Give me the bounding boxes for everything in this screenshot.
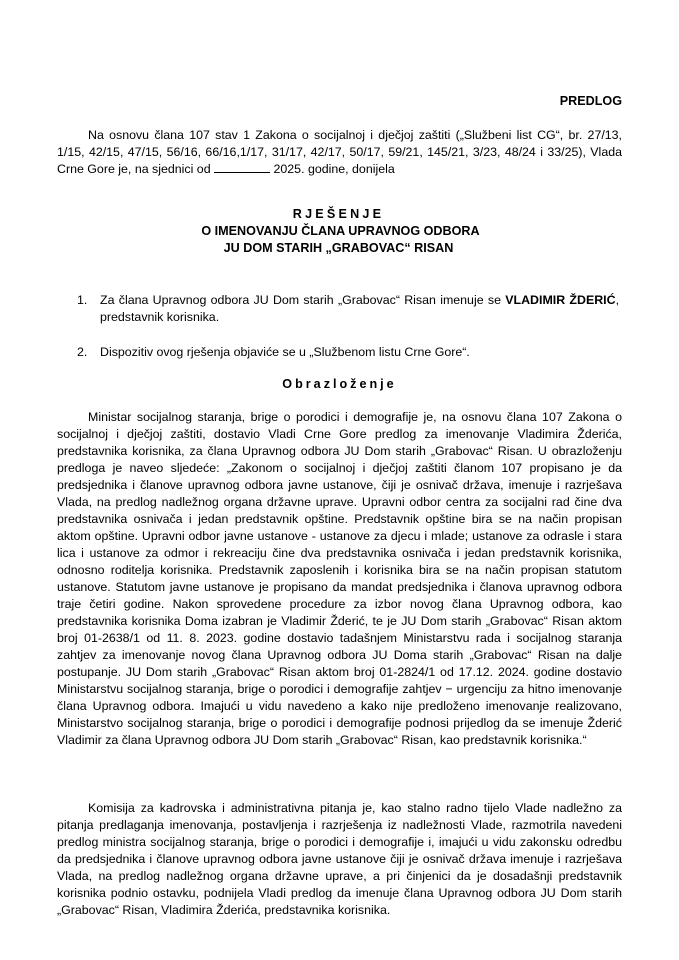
decision-title-line-3: JU DOM STARIH „GRABOVAC“ RISAN (223, 241, 454, 255)
preamble-text-end: 2025. godine, donijela (273, 162, 395, 176)
decision-title (0, 206, 679, 257)
proposal-label: PREDLOG (559, 94, 622, 108)
reasoning-heading: Obrazloženje (282, 377, 397, 391)
preamble-paragraph (57, 127, 622, 178)
preamble-text: Na osnovu člana 107 stav 1 Zakona o socijalnoj i dječjoj zaštiti („Službeni list CG“, br. 27/13, 1/15, 42/15, 47/15, 56/16, 66/16,1/17, 31/17, 42/17, 50/17, 59/21, 145/21, 3/23, 48/24 i 33/25), Vlada Crne Gore je, na sjednici od (57, 128, 622, 176)
item-text: Za člana Upravnog odbora JU Dom starih „Grabovac“ Risan imenuje se (100, 293, 501, 307)
date-blank-line (214, 162, 270, 173)
decision-title-line-2: O IMENOVANJU ČLANA UPRAVNOG ODBORA (201, 224, 480, 238)
item-body (100, 292, 619, 326)
item-number: 1. (77, 293, 88, 307)
reasoning-paragraph-1: Ministar socijalnog staranja, brige o porodici i demografije je, na osnovu člana 107 Zakona o socijalnoj i dječjoj zaštiti, dostavio Vladi Crne Gore predlog za imenovanje Vladimira Žderića, predstavnika korisnika, za člana Upravnog odbora JU Dom starih „Grabovac“ Risan. U obrazloženju predloga je naveo sljedeće: „Zakonom o socijalnoj i dječjoj zaštiti članom 107 propisano je da predsjednika i članove upravnog odbora javne ustanove, čiji je osnivač država, imenuje i razrješava Vlada, na predlog nadležnog organa državne uprave. Upravni odbor centra za socijalni rad čine dva predstavnika osnivača i jedan predstavnik opštine. Predstavnik opštine bira se na način propisan aktom opštine. Upravni odbor javne ustanove - ustanove za djecu i mlade; ustanove za odrasle i stara lica i ustanove za odmor i rekreaciju čine dva predstavnika osnivača i jedan predstavnik korisnika, odnosno roditelja korisnika. Predstavnik zaposlenih i korisnika bira se na način propisan statutom ustanove. Statutom javne ustanove je propisano da mandat predsjednika i članova upravnog odbora traje četiri godine. Nakon sprovedene procedure za izbor novog člana Upravnog odbora, kao predstavnika korisnika Doma izabran je Vladimir Žderić, te je JU Dom starih „Grabovac“ Risan aktom broj 01-2638/1 od 11. 8. 2023. godine dostavio tadašnjem Ministarstvu rada i socijalnog staranja zahtjev za imenovanje novog člana Upravnog odbora JU Doma starih „Grabovac“ Risan na dalje postupanje. JU Dom starih „Grabovac“ Risan aktom broj 01-2824/1 od 17.12. 2024. godine dostavio Ministarstvu socijalnog staranja, brige o porodici i demografije zahtjev − urgenciju za hitno imenovanje člana Upravnog odbora. Imajući u vidu navedeno a kako nije predloženo imenovanje realizovano, Ministarstvo socijalnog staranja, brige o porodici i demografije podnosi prijedlog da se imenuje Žderić Vladimir za člana Upravnog odbora JU Dom starih „Grabovac“ Risan, kao predstavnik korisnika.“ (57, 410, 622, 747)
decision-title-line-1: RJEŠENJE (292, 207, 385, 221)
item-text-end: , predstavnik korisnika. (100, 293, 620, 324)
appointee-name: VLADIMIR ŽDERIĆ (505, 293, 616, 307)
reasoning-paragraph-2: Komisija za kadrovska i administrativna pitanja je, kao stalno radno tijelo Vlade nadležno za pitanja predlaganja imenovanja, postavljenja i razrješenja iz nadležnosti Vlade, razmotrila navedeni predlog ministra socijalnog staranja, brige o porodici i demografije i, imajući u vidu zakonsku odredbu da predsjednika i članove upravnog odbora javne ustanove čiji je osnivač država imenuje i razrješava Vlada, na predlog nadležnog organa državne uprave, a pri činjenici da je dosadašnji predstavnik korisnika podnio ostavku, podnijela Vladi predlog da imenuje člana Upravnog odbora JU Dom starih „Grabovac“ Risan, Vladimira Žderića, predstavnika korisnika. (57, 801, 622, 917)
item-text: Dispozitiv ovog rješenja objaviće se u „Službenom listu Crne Gore“. (100, 345, 470, 359)
item-number: 2. (77, 345, 88, 359)
